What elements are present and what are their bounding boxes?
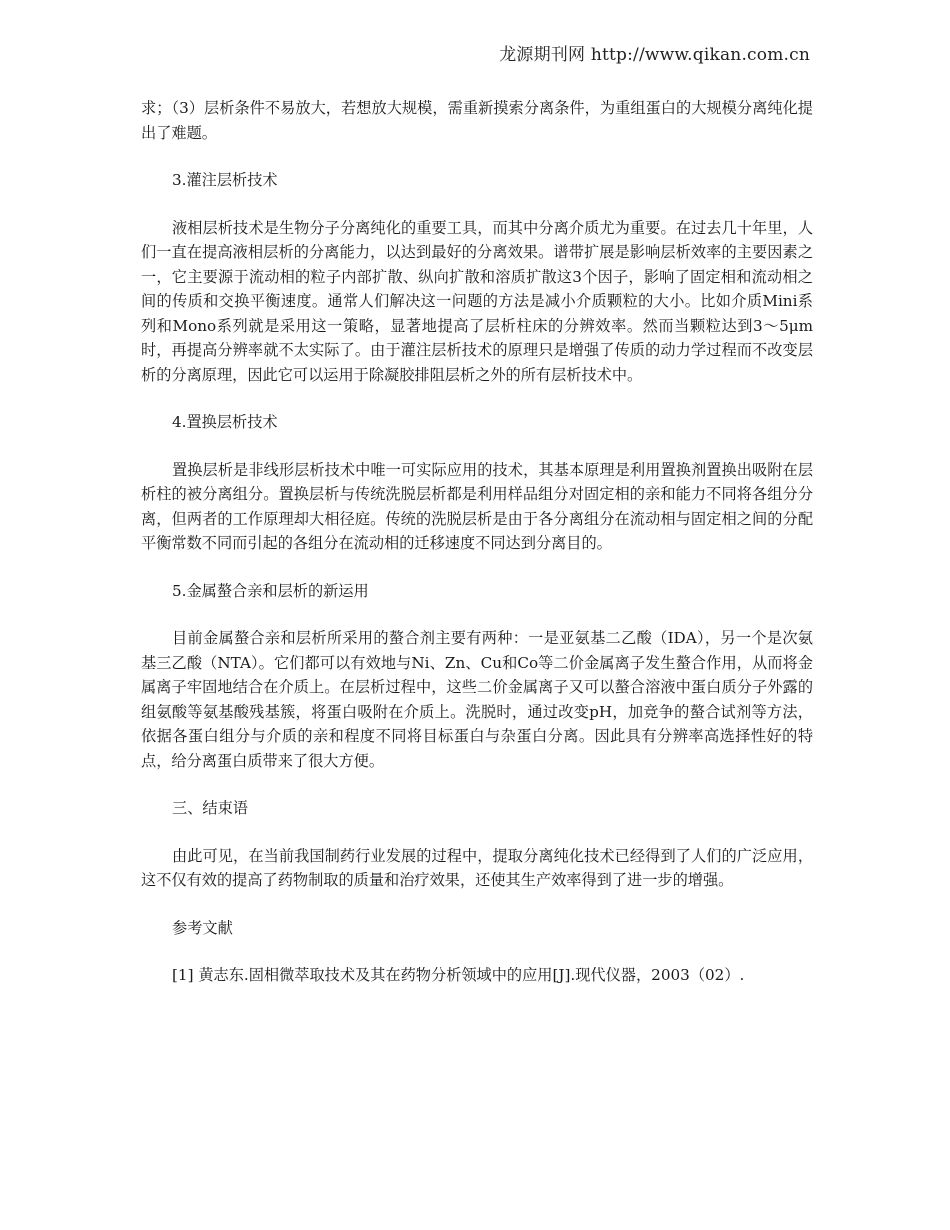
section-heading-conclusion: 三、结束语: [172, 799, 248, 817]
paragraph-perfusion: 液相层析技术是生物分子分离纯化的重要工具，而其中分离介质尤为重要。在过去几十年里，人们一直在提高液相层析的分离能力，以达到最好的分离效果。谱带扩展是影响层析效率的主要因素之一，它主要源于流动相的粒子内部扩散、纵向扩散和溶质扩散这3个因子，影响了固定相和流动相之间的传质和交换平衡速度。通常人们解决这一问题的方法是减小介质颗粒的大小。比如介质Mini系列和Mono系列就是采用这一策略，显著地提高了层析柱床的分辨效率。然而当颗粒达到3～5μm时，再提高分辨率就不太实际了。由于灌注层析技术的原理只是增强了传质的动力学过程而不改变层析的分离原理，因此它可以运用于除凝胶排阻层析之外的所有层析技术中。: [141, 218, 813, 384]
paragraph-conclusion: 由此可见，在当前我国制药行业发展的过程中，提取分离纯化技术已经得到了人们的广泛应用，这不仅有效的提高了药物制取的质量和治疗效果，还使其生产效率得到了进一步的增强。: [141, 846, 813, 889]
site-header: 龙源期刊网 http://www.qikan.com.cn: [499, 45, 810, 65]
paragraph-displacement: 置换层析是非线形层析技术中唯一可实际应用的技术，其基本原理是利用置换剂置换出吸附在层析柱的被分离组分。置换层析与传统洗脱层析都是利用样品组分对固定相的亲和能力不同将各组分分离，但两者的工作原理却大相径庭。传统的洗脱层析是由于各分离组分在流动相与固定相之间的分配平衡常数不同而引起的各组分在流动相的迁移速度不同达到分离目的。: [141, 460, 813, 552]
section-heading-displacement: 4.置换层析技术: [172, 413, 278, 431]
reference-item: [1] 黄志东.固相微萃取技术及其在药物分析领域中的应用[J].现代仪器，2003（02）.: [172, 966, 745, 984]
references-heading: 参考文献: [172, 918, 233, 937]
paragraph-metal-chelate: 目前金属螯合亲和层析所采用的螯合剂主要有两种：一是亚氨基二乙酸（IDA），另一个是次氨基三乙酸（NTA）。它们都可以有效地与Ni、Zn、Cu和Co等二价金属离子发生螯合作用，从而将金属离子牢固地结合在介质上。在层析过程中，这些二价金属离子又可以螯合溶液中蛋白质分子外露的组氨酸等氨基酸残基簇，将蛋白吸附在介质上。洗脱时，通过改变pH，加竞争的螯合试剂等方法，依据各蛋白组分与介质的亲和程度不同将目标蛋白与杂蛋白分离。因此具有分辨率高选择性好的特点，给分离蛋白质带来了很大方便。: [141, 629, 813, 770]
article-body: [141, 96, 813, 988]
section-heading-perfusion: 3.灌注层析技术: [172, 171, 278, 189]
section-heading-metal-chelate: 5.金属螯合亲和层析的新运用: [172, 581, 369, 600]
paragraph-continuation: 求；（3）层析条件不易放大，若想放大规模，需重新摸索分离条件，为重组蛋白的大规模分离纯化提出了难题。: [141, 99, 813, 142]
